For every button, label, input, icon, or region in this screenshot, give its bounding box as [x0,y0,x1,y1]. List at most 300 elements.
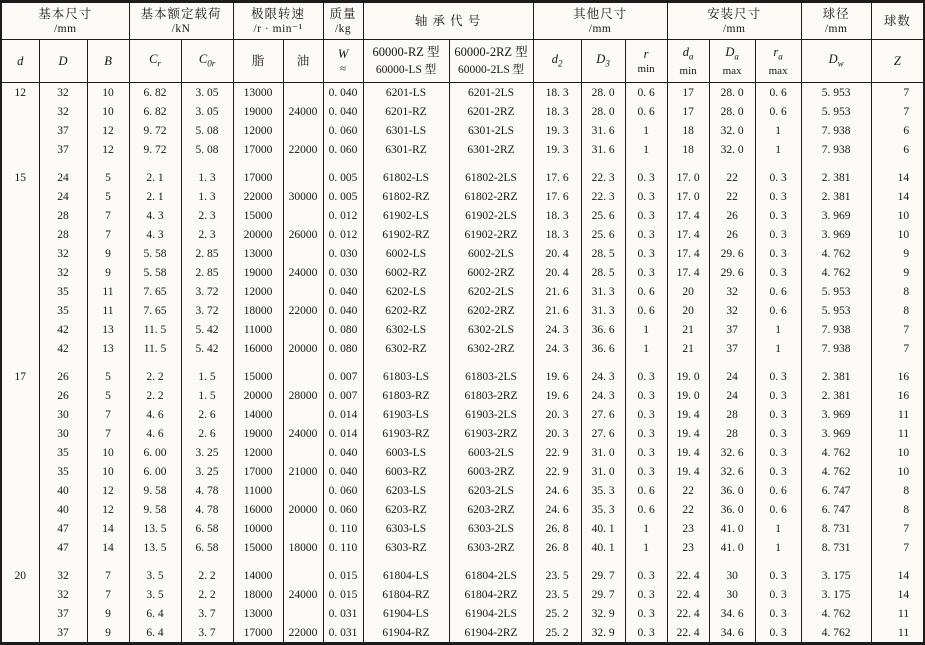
cell: 0. 007 [323,386,363,405]
cell: 20000 [283,339,323,358]
spacer-cell [363,557,449,566]
cell: 18. 3 [533,206,581,225]
cell: 11 [87,301,129,320]
cell: 35 [39,443,87,462]
cell: 6. 58 [181,519,233,538]
spacer-cell [1,159,39,168]
cell: 6301-LS [363,121,449,140]
cell: 28 [709,424,755,443]
cell: 6. 747 [801,481,871,500]
cell: 30000 [283,187,323,206]
spacer-cell [667,159,709,168]
block-spacer-row [1,557,924,566]
spacer-cell [181,159,233,168]
cell: 18. 3 [533,83,581,103]
cell: 7 [871,320,924,339]
cell: 11 [871,405,924,424]
cell: 34. 6 [709,623,755,644]
cell: 0. 030 [323,244,363,263]
cell: 0. 3 [625,263,667,282]
cell: 19. 4 [667,443,709,462]
cell: 9 [87,623,129,644]
cell: 6302-LS [363,320,449,339]
cell: 31. 6 [581,140,625,159]
cell: 11. 5 [129,339,181,358]
cell: 7 [871,538,924,557]
group-mass: 质量 /kg [323,2,363,40]
cell: 7 [87,566,129,585]
cell: 14 [87,538,129,557]
spacer-cell [625,358,667,367]
cell: 6. 00 [129,443,181,462]
cell: 19. 4 [667,462,709,481]
cell: 36. 6 [581,339,625,358]
cell: 6. 747 [801,500,871,519]
cell: 6201-LS [363,83,449,103]
cell: 1 [625,519,667,538]
cell: 9 [87,604,129,623]
col-header-B: B [87,40,129,83]
cell [283,83,323,103]
cell: 0. 060 [323,500,363,519]
cell: 1. 5 [181,367,233,386]
cell: 0. 6 [755,102,801,121]
cell: 3. 969 [801,424,871,443]
group-ball-count: 球数 [871,2,924,40]
cell: 24. 3 [533,339,581,358]
cell: 6 [871,140,924,159]
cell: 13. 5 [129,519,181,538]
cell: 22. 9 [533,443,581,462]
cell: 0. 060 [323,140,363,159]
cell: 4. 6 [129,405,181,424]
spacer-cell [709,159,755,168]
cell: 14 [871,566,924,585]
cell [1,140,39,159]
cell: 4. 762 [801,244,871,263]
cell: 13. 5 [129,538,181,557]
cell: 11000 [233,320,283,339]
cell: 20000 [283,500,323,519]
cell: 24. 6 [533,500,581,519]
group-basic-size: 基本尺寸 /mm [1,2,129,40]
cell: 0. 3 [755,462,801,481]
cell: 26 [709,206,755,225]
cell: 5. 953 [801,301,871,320]
cell [1,244,39,263]
cell: 28 [39,206,87,225]
cell: 21 [667,339,709,358]
col-header-Dw: $D_w$ [801,40,871,83]
cell: 7 [871,102,924,121]
cell: 0. 3 [625,206,667,225]
cell: 61803-LS [363,367,449,386]
cell: 41. 0 [709,519,755,538]
cell [1,121,39,140]
spacer-cell [755,358,801,367]
spacer-cell [181,557,233,566]
cell: 28000 [283,386,323,405]
table-row [1,168,924,187]
cell: 25. 2 [533,604,581,623]
group-limit-speed: 极限转速 /r · min⁻¹ [233,2,323,40]
cell: 0. 3 [625,443,667,462]
cell: 2. 1 [129,168,181,187]
cell: 61902-RZ [363,225,449,244]
cell: 2. 6 [181,405,233,424]
spacer-cell [129,358,181,367]
cell: 0. 031 [323,604,363,623]
cell: 17 [667,83,709,103]
spacer-cell [323,557,363,566]
cell: 12000 [233,443,283,462]
cell: 6203-RZ [363,500,449,519]
spacer-cell [87,159,129,168]
cell: 22. 3 [581,168,625,187]
spacer-cell [363,159,449,168]
cell: 6002-2RZ [449,263,533,282]
spacer-cell [667,557,709,566]
cell: 17 [667,102,709,121]
cell [1,604,39,623]
cell: 25. 2 [533,623,581,644]
cell: 14 [871,187,924,206]
cell: 3. 05 [181,102,233,121]
cell: 28. 0 [709,102,755,121]
cell: 0. 3 [755,187,801,206]
cell: 6202-RZ [363,301,449,320]
table-row [1,263,924,282]
cell: 61904-2LS [449,604,533,623]
spacer-cell [801,159,871,168]
cell: 4. 762 [801,462,871,481]
cell: 22 [709,187,755,206]
col-header-d2: $d_2$ [533,40,581,83]
cell: 61903-RZ [363,424,449,443]
cell [283,519,323,538]
cell: 17. 4 [667,244,709,263]
cell: 25. 6 [581,206,625,225]
cell: 7. 938 [801,339,871,358]
cell: 17. 4 [667,225,709,244]
cell: 1. 3 [181,187,233,206]
table-row [1,320,924,339]
cell: 61802-LS [363,168,449,187]
cell: 37 [709,320,755,339]
cell: 19. 3 [533,140,581,159]
cell: 9 [87,263,129,282]
cell [1,339,39,358]
cell: 0. 3 [755,604,801,623]
cell: 22000 [283,140,323,159]
cell: 47 [39,519,87,538]
cell: 7 [871,519,924,538]
col-header-ra-max: $r_a$ max [755,40,801,83]
cell: 0. 3 [755,585,801,604]
cell: 22. 4 [667,566,709,585]
cell: 28. 5 [581,263,625,282]
cell: 0. 3 [755,225,801,244]
group-rated-load: 基本额定载荷 /kN [129,2,233,40]
cell [1,443,39,462]
cell [283,206,323,225]
spacer-cell [283,159,323,168]
cell: 5. 953 [801,282,871,301]
cell: 0. 6 [625,282,667,301]
cell: 6303-RZ [363,538,449,557]
cell: 0. 060 [323,481,363,500]
cell: 61904-2RZ [449,623,533,644]
cell: 20. 3 [533,405,581,424]
cell: 22000 [283,301,323,320]
table-row [1,187,924,206]
table-row [1,538,924,557]
cell: 23 [667,519,709,538]
cell: 35 [39,462,87,481]
cell: 6. 00 [129,462,181,481]
cell: 14000 [233,405,283,424]
cell: 0. 040 [323,83,363,103]
cell: 32. 0 [709,140,755,159]
table-row [1,140,924,159]
spacer-cell [323,358,363,367]
cell: 5 [87,386,129,405]
cell: 35 [39,301,87,320]
cell: 37 [39,121,87,140]
group-header-row [1,2,924,40]
cell: 1 [755,519,801,538]
cell: 0. 6 [755,282,801,301]
spacer-cell [449,557,533,566]
cell: 0. 3 [755,263,801,282]
spacer-cell [1,557,39,566]
spacer-cell [709,557,755,566]
cell: 25. 6 [581,225,625,244]
table-row [1,367,924,386]
cell: 17. 6 [533,168,581,187]
table-header [1,2,924,83]
cell: 26. 8 [533,538,581,557]
cell: 24000 [283,263,323,282]
table-row [1,623,924,644]
cell [1,519,39,538]
cell: 15000 [233,538,283,557]
cell: 3. 969 [801,206,871,225]
cell: 12 [87,140,129,159]
cell: 17000 [233,462,283,481]
cell: 4. 762 [801,443,871,462]
cell: 0. 005 [323,168,363,187]
spacer-cell [581,358,625,367]
cell: 32 [39,83,87,103]
col-header-C0r: $C_{0r}$ [181,40,233,83]
cell: 11 [87,282,129,301]
cell [283,282,323,301]
cell: 61903-2LS [449,405,533,424]
cell: 27. 6 [581,405,625,424]
cell: 7. 65 [129,301,181,320]
cell: 61803-RZ [363,386,449,405]
cell: 61903-2RZ [449,424,533,443]
cell: 19. 4 [667,405,709,424]
cell [1,102,39,121]
cell: 28. 5 [581,244,625,263]
cell: 4. 762 [801,263,871,282]
cell: 22. 4 [667,623,709,644]
cell: 5. 08 [181,140,233,159]
cell: 3. 969 [801,405,871,424]
spacer-cell [533,159,581,168]
cell: 11 [871,623,924,644]
spacer-cell [871,557,924,566]
cell: 6003-LS [363,443,449,462]
cell: 6301-2LS [449,121,533,140]
cell: 35. 3 [581,500,625,519]
cell: 10 [87,462,129,481]
cell: 4. 762 [801,623,871,644]
cell: 0. 110 [323,538,363,557]
cell: 12 [87,481,129,500]
cell: 13000 [233,244,283,263]
cell [1,424,39,443]
col-header-r-min: r min [625,40,667,83]
spacer-cell [449,159,533,168]
cell: 8 [871,500,924,519]
cell: 61804-RZ [363,585,449,604]
cell: 20 [1,566,39,585]
table-row [1,424,924,443]
cell: 0. 040 [323,301,363,320]
spacer-cell [181,358,233,367]
cell: 0. 005 [323,187,363,206]
cell: 17. 0 [667,168,709,187]
spacer-cell [233,358,283,367]
col-header-d: d [1,40,39,83]
cell: 24000 [283,585,323,604]
cell: 4. 3 [129,225,181,244]
cell: 9 [871,244,924,263]
cell: 16 [871,367,924,386]
cell: 3. 72 [181,301,233,320]
cell: 32 [709,301,755,320]
cell: 10 [871,206,924,225]
col-header-Da-max: $D_a$ max [709,40,755,83]
cell: 24 [39,187,87,206]
cell: 17. 0 [667,187,709,206]
cell: 3. 7 [181,623,233,644]
cell: 6. 82 [129,102,181,121]
cell: 9. 58 [129,500,181,519]
cell: 0. 3 [625,424,667,443]
group-ball-diameter: 球径 /mm [801,2,871,40]
cell: 26 [709,225,755,244]
cell: 21. 6 [533,301,581,320]
cell: 1 [625,121,667,140]
cell: 18. 3 [533,102,581,121]
cell: 23 [667,538,709,557]
cell: 7 [871,83,924,103]
cell: 19. 6 [533,386,581,405]
cell: 3. 25 [181,443,233,462]
column-header-row [1,40,924,83]
cell: 5 [87,187,129,206]
cell: 6201-2LS [449,83,533,103]
cell: 21 [667,320,709,339]
cell: 31. 0 [581,462,625,481]
cell: 12 [87,121,129,140]
cell: 6303-2RZ [449,538,533,557]
cell: 10000 [233,519,283,538]
cell: 8 [871,282,924,301]
cell: 0. 3 [625,187,667,206]
cell: 41. 0 [709,538,755,557]
cell: 11 [871,424,924,443]
cell: 13 [87,320,129,339]
cell: 1 [755,121,801,140]
cell [1,623,39,644]
cell: 5. 08 [181,121,233,140]
cell: 23. 5 [533,566,581,585]
cell: 40 [39,500,87,519]
cell: 8. 731 [801,538,871,557]
cell: 2. 1 [129,187,181,206]
cell: 0. 3 [755,405,801,424]
cell: 0. 3 [625,623,667,644]
spacer-cell [283,557,323,566]
cell [1,481,39,500]
spacer-cell [755,557,801,566]
cell: 6202-2RZ [449,301,533,320]
table-row [1,462,924,481]
cell: 16000 [233,339,283,358]
cell [283,168,323,187]
cell: 2. 2 [129,386,181,405]
cell: 6203-2RZ [449,500,533,519]
cell: 5. 58 [129,244,181,263]
cell [1,282,39,301]
table-row [1,244,924,263]
cell: 26000 [283,225,323,244]
col-header-mass-W: W ≈ [323,40,363,83]
cell: 22000 [283,623,323,644]
spacer-cell [283,358,323,367]
cell: 19000 [233,102,283,121]
cell: 6301-2RZ [449,140,533,159]
cell: 30 [709,585,755,604]
cell [1,301,39,320]
cell: 24 [709,386,755,405]
cell: 19000 [233,424,283,443]
cell: 0. 015 [323,585,363,604]
cell: 32. 6 [709,462,755,481]
col-header-Z: Z [871,40,924,83]
cell: 32 [39,244,87,263]
group-other-dimensions: 其他尺寸 /mm [533,2,667,40]
cell [283,443,323,462]
cell: 6203-2LS [449,481,533,500]
cell: 0. 3 [755,443,801,462]
spacer-cell [39,358,87,367]
table-body [1,83,924,644]
cell: 0. 080 [323,320,363,339]
cell: 11. 5 [129,320,181,339]
table-row [1,566,924,585]
group-bearing-code: 轴 承 代 号 [363,2,533,40]
spacer-cell [233,557,283,566]
spacer-cell [87,557,129,566]
cell: 18000 [233,585,283,604]
cell: 61802-2LS [449,168,533,187]
